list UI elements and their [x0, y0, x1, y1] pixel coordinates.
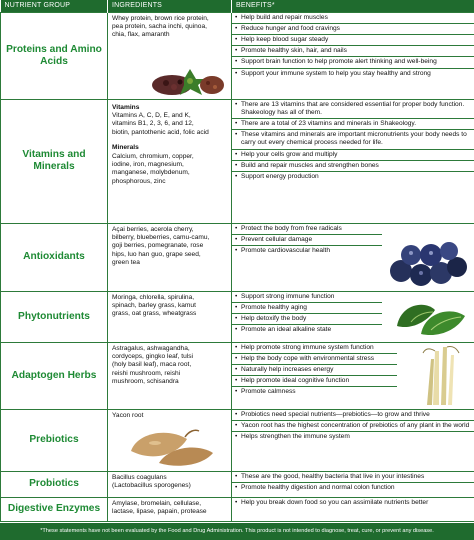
benefit-item: • Promote an ideal alkaline state	[232, 325, 382, 335]
header-benefits: BENEFITS*	[232, 0, 474, 12]
group-proteins: Proteins and Amino Acids	[1, 12, 108, 99]
benefits-cell	[232, 99, 474, 223]
ingredient-line: (holy basil leaf), maca root,	[112, 361, 192, 369]
benefits-cell	[232, 409, 474, 471]
spinach-leaves-illustration	[391, 296, 471, 340]
ingredients-cell	[108, 99, 232, 223]
header-nutrient-group: NUTRIENT GROUP	[1, 0, 108, 12]
disclaimer-footer: *These statements have not been evaluated by the Food and Drug Administration. This product is not intended to diagnose, treat, cure, or prevent any disease.	[0, 523, 474, 540]
ingredients-cell	[108, 409, 232, 471]
seeds-and-leaves-illustration	[150, 61, 228, 97]
benefit-item: • Support your immune system to help you stay healthy and strong	[232, 69, 474, 79]
group-prebiotics: Prebiotics	[1, 409, 108, 471]
group-probiotics: Probiotics	[1, 471, 108, 497]
group-phytonutrients: Phytonutrients	[1, 291, 108, 342]
ingredient-line: manganese, molybdenum,	[112, 169, 190, 177]
ingredients-cell	[108, 223, 232, 291]
ingredient-line: mushroom, schisandra	[112, 378, 179, 386]
benefit-item: • Yacon root has the highest concentration of prebiotics of any plant in the world	[232, 421, 474, 432]
benefit-item: • Support energy production	[232, 172, 474, 182]
benefit-item: • Promote cardiovascular health	[232, 246, 382, 256]
benefit-item: • There are 13 vitamins that are considered essential for proper body function. Shakeology has all of them.	[232, 100, 474, 119]
benefit-item: • Help build and repair muscles	[232, 13, 474, 24]
ingredient-line: Moringa, chlorella, spirulina,	[112, 293, 195, 301]
ingredient-line: cordyceps, gingko leaf, tulsi	[112, 352, 193, 360]
benefit-item: • Helps strengthen the immune system	[232, 432, 474, 442]
benefit-item: • Help promote strong immune system function	[232, 343, 397, 354]
ingredient-line: Calcium, chromium, copper,	[112, 152, 194, 160]
benefit-item: • Reduce hunger and food cravings	[232, 24, 474, 35]
table-row	[1, 12, 474, 99]
benefit-item: • Protect the body from free radicals	[232, 224, 382, 235]
ingredient-subheading: Vitamins	[112, 103, 140, 111]
benefit-item: • There are a total of 23 vitamins and minerals in Shakeology.	[232, 119, 474, 130]
benefits-cell	[232, 497, 474, 521]
header-ingredients: INGREDIENTS	[108, 0, 232, 12]
ingredient-line: goji berries, pomegranate, rose	[112, 242, 204, 250]
ingredient-line: Astragalus, ashwagandha,	[112, 344, 190, 352]
herb-roots-illustration	[411, 345, 471, 407]
table-row	[1, 471, 474, 497]
table-row	[1, 99, 474, 223]
ingredients-cell	[108, 497, 232, 521]
group-antioxidants: Antioxidants	[1, 223, 108, 291]
table-row	[1, 291, 474, 342]
benefits-cell	[232, 223, 474, 291]
ingredient-line: (Lactobacillus sporogenes)	[112, 481, 191, 489]
benefit-item: • These are the good, healthy bacteria that live in your intestines	[232, 472, 474, 483]
benefit-item: • Help the body cope with environmental stress	[232, 354, 397, 365]
ingredient-line: chia, flax, amaranth	[112, 31, 170, 39]
benefit-item: • Help your cells grow and multiply	[232, 150, 474, 161]
benefit-item: • Help detoxify the body	[232, 314, 382, 325]
ingredient-line: green tea	[112, 259, 140, 267]
ingredients-cell	[108, 12, 232, 99]
table-row	[1, 342, 474, 409]
benefit-item: • Prevent cellular damage	[232, 235, 382, 246]
ingredients-cell	[108, 291, 232, 342]
ingredient-line: grass, oat grass, wheatgrass	[112, 310, 197, 318]
ingredient-line: Whey protein, brown rice protein,	[112, 14, 209, 22]
ingredient-line: biotin, pantothenic acid, folic acid	[112, 128, 209, 136]
benefits-cell	[232, 342, 474, 409]
benefit-item: • Help keep blood sugar steady	[232, 35, 474, 46]
ingredient-line: Vitamins A, C, D, E, and K,	[112, 111, 191, 119]
benefit-item: • Naturally help increases energy	[232, 365, 397, 376]
benefit-item: • Promote healthy digestion and normal colon function	[232, 483, 474, 493]
group-adaptogen-herbs: Adaptogen Herbs	[1, 342, 108, 409]
ingredient-line: spinach, barley grass, kamut	[112, 301, 196, 309]
benefits-cell	[232, 12, 474, 99]
benefit-item: • Promote healthy aging	[232, 303, 382, 314]
benefits-cell	[232, 471, 474, 497]
benefit-item: • These vitamins and minerals are important micronutrients your body needs to carry out every chemical process needed for life.	[232, 130, 474, 149]
group-vitamins: Vitamins and Minerals	[1, 99, 108, 223]
benefit-item: • Build and repair muscles and strengthen bones	[232, 161, 474, 172]
benefit-item: • Promote calmness	[232, 387, 397, 397]
benefit-item: • Promote healthy skin, hair, and nails	[232, 46, 474, 57]
ingredient-subheading: Minerals	[112, 144, 139, 152]
benefits-cell	[232, 291, 474, 342]
ingredient-line: Yacon root	[112, 411, 144, 419]
benefit-item: • Help you break down food so you can assimilate nutrients better	[232, 498, 474, 508]
benefit-item: • Support brain function to help promote alert thinking and well-being	[232, 57, 474, 68]
ingredient-line: Açai berries, acerola cherry,	[112, 225, 194, 233]
ingredient-line: vitamins B1, 2, 3, 6, and 12,	[112, 120, 194, 128]
table-row	[1, 497, 474, 521]
ingredient-line: pea protein, sacha inchi, quinoa,	[112, 22, 207, 30]
ingredient-line: lactase, lipase, papain, protease	[112, 507, 207, 515]
benefit-item: • Probiotics need special nutrients—prebiotics—to grow and thrive	[232, 410, 474, 421]
table-header-row	[1, 0, 474, 12]
ingredients-cell	[108, 342, 232, 409]
blueberries-illustration	[385, 233, 471, 289]
yacon-root-illustration	[125, 423, 217, 469]
ingredient-line: Bacillus coagulans	[112, 473, 167, 481]
ingredients-cell	[108, 471, 232, 497]
ingredient-line: Amylase, bromelain, cellulase,	[112, 499, 202, 507]
benefit-item: • Support strong immune function	[232, 292, 382, 303]
benefit-item: • Help promote ideal cognitive function	[232, 376, 397, 387]
group-digestive-enzymes: Digestive Enzymes	[1, 497, 108, 521]
ingredient-line: bilberry, blueberries, camu-camu,	[112, 233, 210, 241]
ingredient-line: reishi mushroom, reishi	[112, 369, 181, 377]
table-row	[1, 409, 474, 471]
ingredient-line: hips, luo han guo, grape seed,	[112, 250, 201, 258]
ingredient-line: iodine, iron, magnesium,	[112, 160, 184, 168]
table-row	[1, 223, 474, 291]
ingredient-line: phosphorous, zinc	[112, 177, 166, 185]
